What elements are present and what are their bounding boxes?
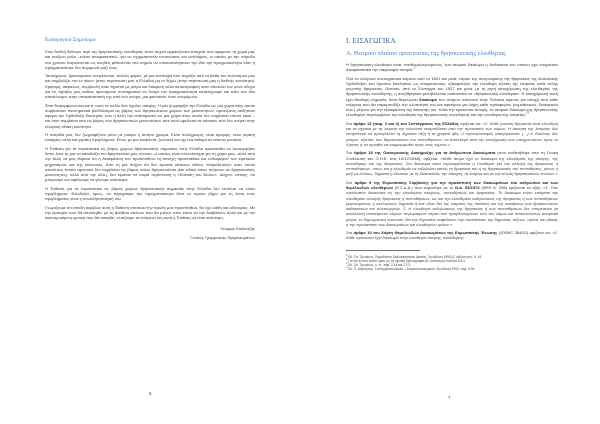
section-title: Α. Θεσμικό πλαίσιο προστασίας της θρησκευτικής ελευθερίας (346, 50, 506, 57)
page-right (300, 0, 600, 424)
footnote-text: Βλ. Π. Δαγτόγλου, Συνταγματικό Δίκαιο – Ατομικά Δικαιώματα, 3η έκδοση 1991, παρ. 5.94. (348, 266, 476, 271)
article-reference: άρθρο 13 (παρ. 2 και 4) του Συντάγματος της Ελλάδας (353, 120, 459, 126)
quote-text: «1. Κάθε πρόσωπο έχει δικαίωμα στην ελευθερία σκέψης, συνείδησης (346, 230, 558, 241)
paragraph-text: ορίζεται ότι: (460, 120, 482, 126)
paragraph: Ταυτόχρονα, βρισκόμαστε αντιμέτωποι, πολλές φορές, με μια αντίληψη που πηγάζει από τα βάθη του πολιτισμού μας και συμβολίζει «τα εν οίκω» (στην περίπτωσή μας η Ελλάδα) μη εν δήμω (στην περίπτωσή μας η διεθνής κοινότητα). Χρήσιμη, ασφαλώς, συμβουλή όταν τηρείται με μέτρο και διάκριση αλλά καταστροφική όταν αποτελεί τον μόνο οδηγό για τις πράξεις μας καθώς αρνούμενοι συστηματικά να δούμε την πραγματικότητα καταλήγουμε και πάλι στο ίδιο αποτέλεσμα: στην υποκατάστασή της από ένα όνειρο, μια φαντασία, έναν ανεμόμυλο. (45, 73, 255, 100)
footnote (346, 267, 558, 271)
footnote-text: Για την έννοια αυτού όρου ως τη σχετική βιβλιογραφία βλ. καταλόγου ενότητα 8.8.1. (348, 258, 466, 263)
paragraph-text: Στο (346, 120, 353, 126)
paragraph-text: Στο (346, 179, 353, 185)
paragraph: Στον διεθνή διάλογο περί της θρησκευτικής ελευθερίας πολύ συχνά εμφανίζονται στοιχεία που αφορούν τη χώρα μας και παίζουν ρόλο –ενίοτε αποφασιστικό– για να σχηματιστούν εντυπώσεις και αντιλήψεις, οι οποίες με την πάροδο του χρόνου παγιώνονται ως αληθείς φθάνοντας στο σημείο να υποκαταστήσουν την ίδια την πραγματικότητα όταν η πραγματικότητα δεν συμφωνεί μαζί τους. (45, 49, 255, 70)
signature-name: Γιώργος Καλαντζής (220, 226, 255, 232)
paragraph-text: των ατόμων απέναντι στην Πολιτεία αφενός για αποχή από κάθε ενέργεια που θα παρεμποδίζε την υλοποίησή του και αφετέρου για λήψη κάθε πρόσφορου (νομοθετικού, διοικητικού κλπ.) μέτρου για την εξασφάλιση της άσκησής του. Κατά την κρατούσα άποψη, το ατομικό δικαίωμα της θρησκευτικής ελευθερίας περιλαμβάνει την ελευθερία της θρησκευτικής συνείδησης και την ελευθερία της λατρείας. (346, 96, 559, 118)
footnote-text: Βλ. Σπ. Τρωιάνος, ό. π., παρ. 2.14 και 2.2.3. (348, 262, 412, 267)
paragraph-text: Όλα τα ελληνικά συνταγματικά κείμενα από το 1821 και μετά, πέραν της αναγνώρισης της θρησκείας της Ανατολικής Ορθοδόξου του Χριστού Εκκλησίας ως επικρατούσας, εξασφάλιζαν την ελεύθερη τέλεση της λατρείας κάθε άλλης γνωστής θρησκείας. Ωστόσο, από το Σύνταγμα του 1927 και μετά, με τη ρητή κατοχύρωση της ελευθερίας της θρησκευτικής συνείδησης, η ανεξιθρησκία μεταβάλλεται ουσιαστικά σε «θρησκευτική ελευθερία». Η κατοχύρωση αυτή έχει ιδιαίτερη σημασία, διότι θεμελιώνει (346, 75, 558, 102)
footnote-ref[interactable]: 2 (526, 112, 528, 116)
page-number: 7 (448, 395, 451, 400)
paragraph-text: Στο (346, 150, 353, 156)
footnote-ref[interactable]: 3 (527, 112, 529, 116)
paragraph (346, 150, 558, 176)
right-page-content (346, 37, 558, 271)
intro-heading: Εισαγωγικό Σημείωμα (45, 37, 96, 43)
footnote-text: Βλ. Σπ. Τρωιάνος, Παραδόσεις Εκκλησιαστικού Δικαίου, 3η έκδοση 1998, β΄ έκδοση σελ. 9, 16. (348, 254, 483, 259)
article-reference: άρθρο 9 της Ευρωπαϊκής Σύμβασης για την προάσπιση των δικαιωμάτων του ανθρώπου και των θεμελιωδών ελευθεριών (346, 179, 558, 190)
chapter-title: Ι. ΕΙΣΑΓΩΓΙΚΑ (346, 37, 396, 45)
paragraph: Η Έκθεση για τα περιστατικά εις βάρος χώρων θρησκευτικής σημασίας στην Ελλάδα προσπαθεί να λειτουργήσει διττά. Από τη μια να καταδείξει τον θρησκευτικό μας πλούτο –ο οποίος είναι πλεονέκτημα για τη χώρα μας– αλλά από την άλλη να μας θυμίσει ότι η διασφάλιση του προϋποθέτει τη συνεχή προσπάθεια και ενδιαφέρον των κρατικών μηχανισμών και της κοινωνίας. Από τη μια δείχνει ότι δεν είμαστε κάποιου είδους «παράδεισος» στον οποίο απολύτως τίποτα αρνητικό δεν συμβαίνει εις βάρος όσων θρησκευόνται (και ειδικά όσων ανήκουν σε θρησκευτικές μειονότητες), αλλά από την άλλη, δεν είμαστε σε καμιά περίπτωση η «Κόλαση του Άλλου». Δείχνει, επίσης, ότι μπορούμε και οφείλουμε να γίνουμε καλύτεροι. (45, 145, 255, 183)
page-number: 6 (149, 391, 152, 396)
quote-text: «1. Παν πρόσωπον δικαιούται εις την ελευθερίαν σκέψεως, συνειδήσεως και θρησκείας. Το δικαίωμα τούτο επάγεται την ελευθερίαν αλλαγής θρησκείας ή πεποιθήσεων, ως και την ελευθερίαν εκδηλώσεως της θρησκείας ή των πεποιθήσεων μεμονωμένως ή συλλογικώς δημοσία ή κατ’ ιδίαν δια της λατρείας της παιδείας και της ασκήσεως των θρησκευτικών καθηκόντων και τελετουργιών. 2. Η ελευθερία εκδηλώσεως της θρησκείας ή των πεποιθήσεων δεν επιτρέπεται να αποτελέση αντικείμενον ετέρων περιορισμών πέραν των προβλεπομένων υπό του νόμου και αποτελούντων αναγκαία μέτρα, εν δημοκρατική κοινωνία, δια την δημοσίαν ασφάλειαν, την προάσπισιν της δημοσίας τάξεως, υγείας και ηθικής ή την προάσπισιν των δικαιωμάτων και ελευθεριών τρίτων.» (346, 185, 559, 227)
paragraph: Έτσι διαμορφώνονται και σ’ αυτό το πεδίο δύο σχολές σκέψης. Η μία ζωγραφίζει την Ελλάδα ως μια χώρα στην οποία συμβαίνουν συστηματικά βανδαλισμοί εις βάρος των θρησκευτικών χώρων των μειονοτήτων, αρνούμενη οτιδήποτε αφορά την Ορθόδοξη Εκκλησία, ενώ η άλλη την αναπαριστά ως μια χώρα στην οποία δεν συμβαίνει τίποτα κακό – και όταν συμβαίνει κάτι εις βάρος των θρησκευτικών μειονοτήτων τότε αυτό οφείλεται σε κάποιον που δεν ανήκει στην ελληνική εθνική κοινότητα. (45, 102, 255, 129)
paragraph-text: (ΦΕΚ Α΄ 256) ορίζονται τα εξής: (481, 185, 542, 190)
footnote-number: 2 (346, 257, 348, 261)
paragraph (346, 121, 558, 147)
footnote-separator (346, 250, 420, 251)
paragraph (346, 230, 558, 241)
paragraph (346, 180, 558, 227)
paragraph (346, 62, 558, 73)
signature-title: Γενικός Γραμματέας Θρησκευμάτων (190, 234, 255, 240)
bold-text: δικαίωμα (419, 96, 437, 102)
law-reference: Ν.Δ. 53/1974 (455, 185, 480, 190)
paragraph-text: (2000/C 364/01) ορίζεται ότι: (498, 230, 551, 236)
footnote-number: 4 (346, 265, 348, 269)
article-reference: άρθρο 18 της Οικουμενικής Διακήρυξης για τα Ανθρώπινα Δικαιώματα (354, 150, 496, 156)
footnote-number: 1 (346, 253, 348, 257)
quote-text: «Κάθε άτομο έχει το δικαίωμα της ελευθερίας της σκέψης, της συνείδησης και της θρησκείας. Στο δικαίωμα αυτό περιλαμβάνεται η ελευθερία για την αλλαγή της θρησκείας ή πεποιθήσεων, όπως και η ελευθερία να εκδηλώνει κανείς τη θρησκεία του ή τις θρησκευτικές του πεποιθήσεις, μόνος ή μαζί με άλλους, δημόσια ή ιδιωτικά, με τη διδασκαλία, την άσκηση, τη λατρεία και με την τέλεση θρησκευτικών τελετών.» (346, 155, 559, 177)
paragraph: Γνωρίζουμε ότι επειδή ακριβώς αυτή η Έκθεση αποτελεί την πρώτη μας προσπάθεια, θα έχει λάθη και αδυναμίες. Με την εμπειρία που θα αποκτηθεί, με τη βοήθεια εκείνων που θα μπουν στον κόπο να την διαβάσουν αλλά και με την καλοπροαίρετη κριτική που θα ασκηθεί, ελπίζουμε τα επόμενα έτη αυτή η Έκθεση να είναι καλύτερη. (45, 204, 255, 221)
article-reference: άρθρο 10 του Χάρτη Θεμελιωδών Δικαιωμάτων της Ευρωπαϊκής Ένωσης (353, 230, 498, 236)
paragraph: Η Έκθεση για τα περιστατικά εις βάρος χώρων θρησκευτικής σημασίας στην Ελλάδα δεν επιλύνει να λύσει προβλήματα. Φιλοδοξεί, όμως, να περιγράψει την πραγματικότητα διότι το πρώτο βήμα για τη λύση ενός προβλήματος είναι η συνειδητοποίησή του. (45, 185, 255, 202)
footnote-number: 3 (346, 261, 348, 265)
paragraph: Η πατρίδα μας δεν ζωγραφίζεται μόνο με μαύρο ή άσπρο χρώμα. Είναι πολύχρωμη, είναι όμορφη, είναι γεμάτη ευκαιρίες αλλά και γεμάτη προβλήματα. Είναι, με μια κουβέντα, ζωντανή και όχι ένα έκθεμα σε κάποιο μουσείο. (45, 132, 255, 143)
footnote-ref[interactable]: 1 (413, 66, 415, 70)
paragraph-text: (Ε.Σ.Δ.Α.) που κυρώθηκε με το (394, 185, 454, 190)
paragraph-text: (που υιοθετήθηκε από τη Γενική Συνέλευση του Ο.Η.Ε. στις 10/12/1948), ορίζεται: (346, 150, 559, 161)
quote-text: «2. Κάθε γνωστή θρησκεία είναι ελεύθερη και τα σχετικά με τη λατρεία της τελούνται ανεμπόδιστα υπό την προστασία των νόμων. Η άσκηση της λατρείας δεν επιτρέπεται να προσβάλλει τη δημόσια τάξη ή τα χρηστά ήθη. Ο προσηλυτισμός απαγορεύεται. […] 4. Κανένας δεν μπορεί, εξαιτίας των θρησκευτικών του πεποιθήσεων, να απαλλαγεί από την εκπλήρωση των υποχρεώσεων προς το Κράτος ή να αρνηθεί να συμμορφωθεί προς τους νόμους.» (346, 120, 559, 147)
paragraph (346, 76, 558, 118)
left-page-content (45, 37, 255, 240)
paragraph-text: Η θρησκευτική ελευθερία είναι, πανθομολογουμένως, ένα ατομικό δικαίωμα η διαδικασία του οποίου έχει επηρεάσει αποφασιστικά την παγκόσμια ιστορία. (346, 62, 558, 73)
paragraph-text: Στο (346, 230, 353, 236)
